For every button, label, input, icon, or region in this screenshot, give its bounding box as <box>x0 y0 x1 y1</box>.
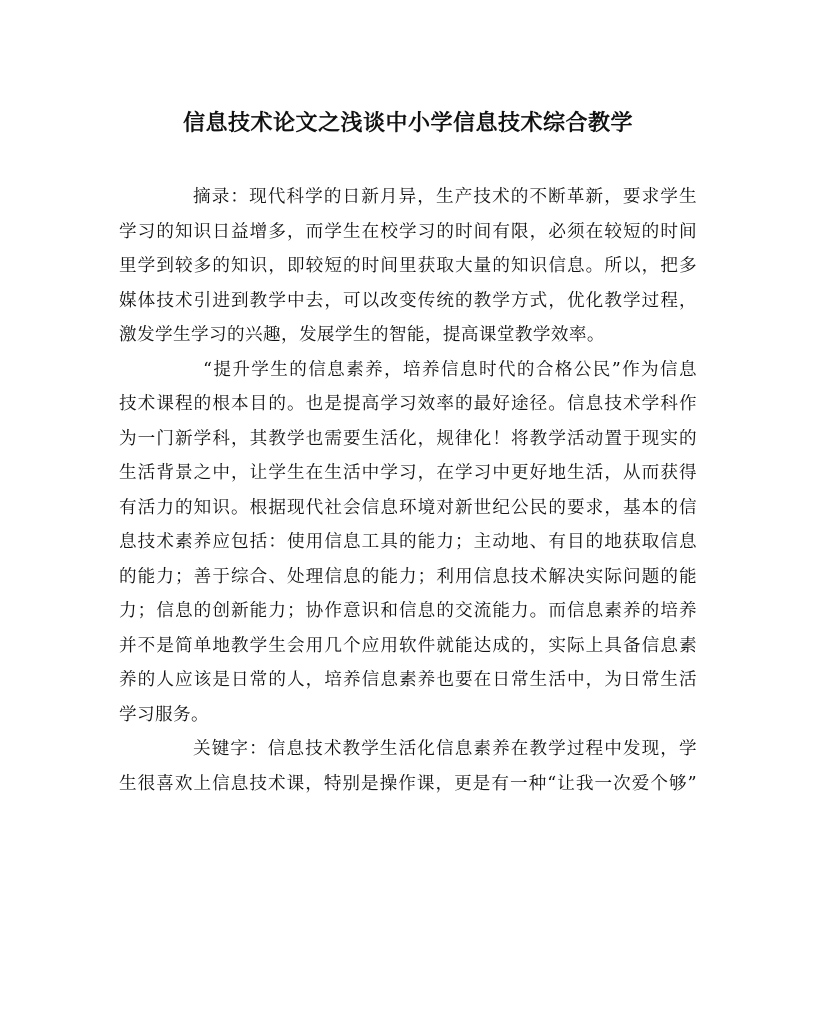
text-line: 养的人应该是日常的人，培养信息素养也要在日常生活中，为日常生活 <box>119 670 697 690</box>
text-line: 技术课程的根本目的。也是提高学习效率的最好途径。信息技术学科作 <box>119 394 697 414</box>
text-line: 学习服务。 <box>119 704 209 725</box>
paragraph-keywords <box>119 732 697 801</box>
text-line: “提升学生的信息素养，培养信息时代的合格公民”作为信息 <box>203 359 697 380</box>
document-body <box>119 180 697 801</box>
text-line: 力；信息的创新能力；协作意识和信息的交流能力。而信息素养的培养 <box>119 601 697 621</box>
text-line: 摘录：现代科学的日新月异，生产技术的不断革新，要求学生 <box>193 187 697 207</box>
text-line: 激发学生学习的兴趣，发展学生的智能，提高课堂教学效率。 <box>119 325 605 345</box>
paragraph-abstract <box>119 180 697 353</box>
document-title: 信息技术论文之浅谈中小学信息技术综合教学 <box>182 110 633 136</box>
paragraph-main <box>119 353 697 733</box>
text-line: 的能力；善于综合、处理信息的能力；利用信息技术解决实际问题的能 <box>119 566 697 587</box>
text-line: 生活背景之中，让学生在生活中学习，在学习中更好地生活，从而获得 <box>119 463 697 483</box>
text-line: 媒体技术引进到教学中去，可以改变传统的教学方式，优化教学过程， <box>119 290 697 311</box>
text-line: 里学到较多的知识，即较短的时间里获取大量的知识信息。所以，把多 <box>119 256 697 276</box>
text-line: 生很喜欢上信息技术课，特别是操作课，更是有一种“让我一次爱个够” <box>119 773 697 794</box>
text-line: 为一门新学科，其教学也需要生活化，规律化！将教学活动置于现实的 <box>119 428 697 449</box>
text-line: 有活力的知识。根据现代社会信息环境对新世纪公民的要求，基本的信 <box>119 497 697 518</box>
text-line: 并不是简单地教学生会用几个应用软件就能达成的，实际上具备信息素 <box>119 635 697 656</box>
text-line: 学习的知识日益增多，而学生在校学习的时间有限，必须在较短的时间 <box>119 221 697 242</box>
text-line: 关键字：信息技术教学生活化信息素养在教学过程中发现，学 <box>193 739 697 759</box>
text-line: 息技术素养应包括：使用信息工具的能力；主动地、有目的地获取信息 <box>119 532 697 552</box>
